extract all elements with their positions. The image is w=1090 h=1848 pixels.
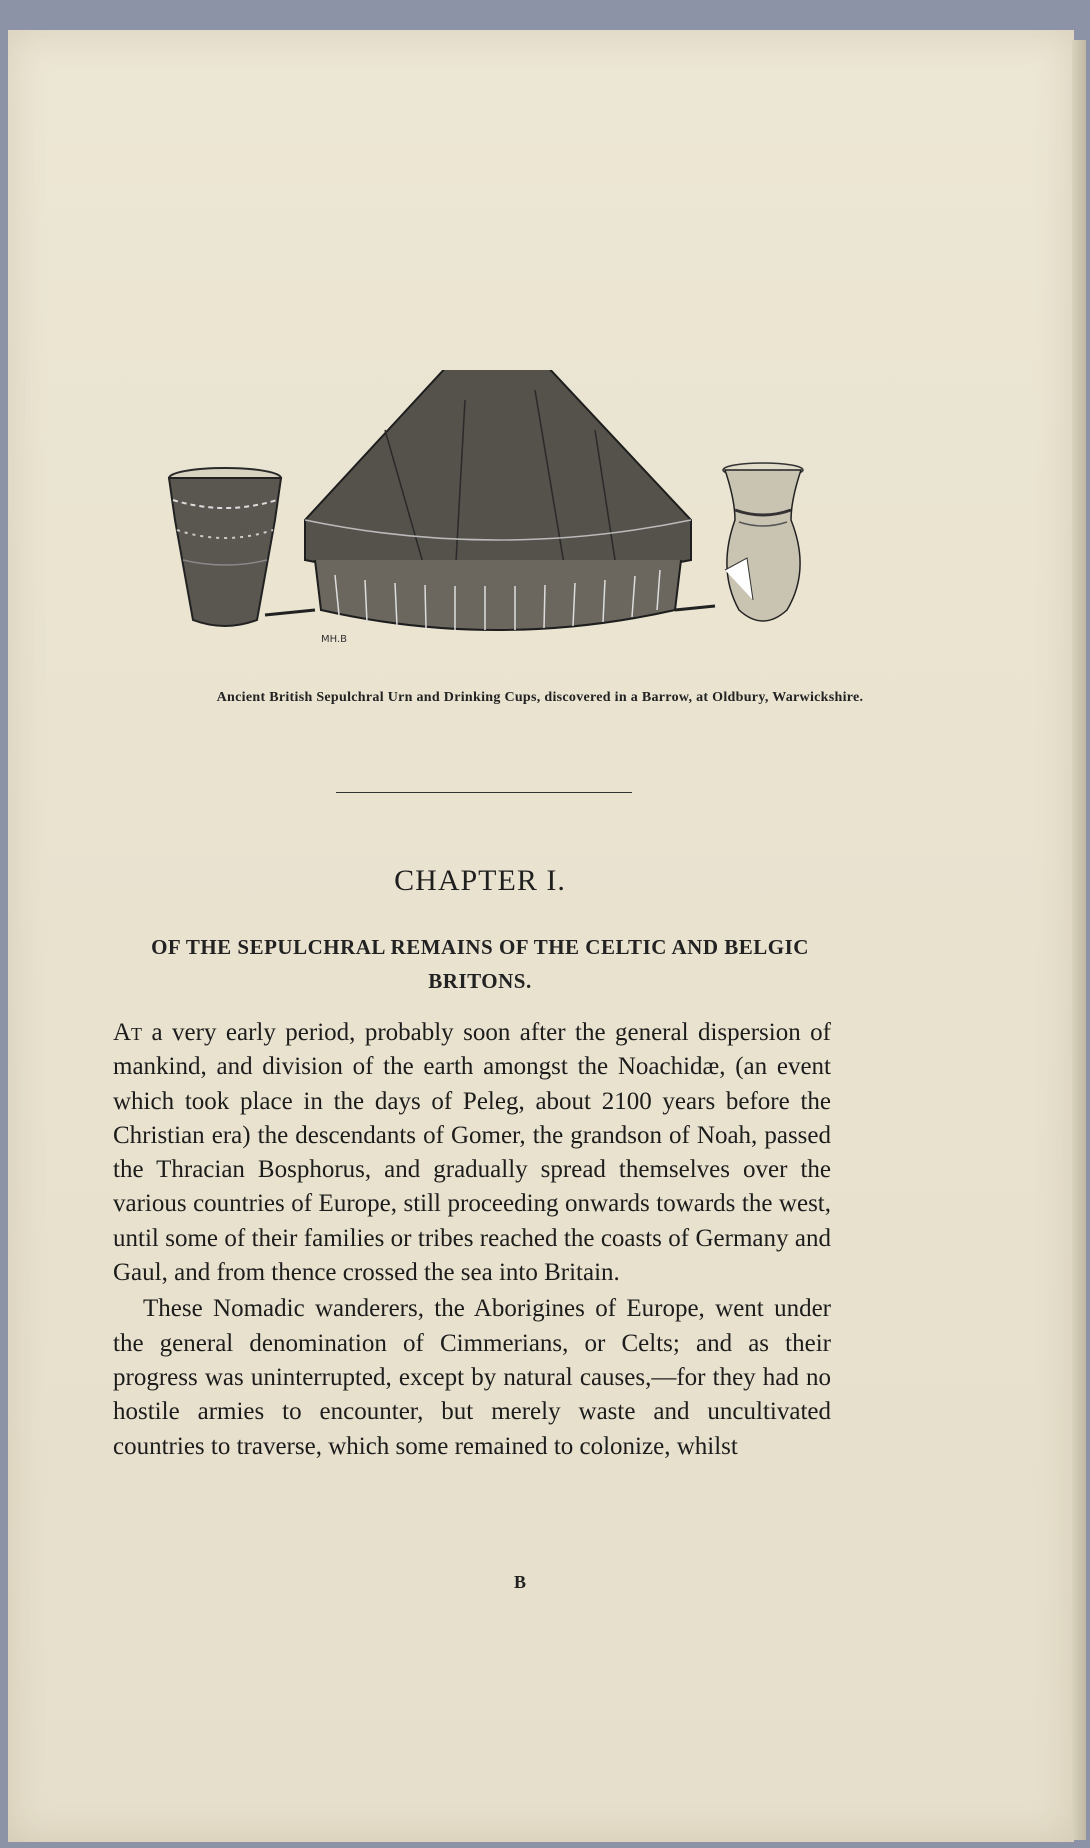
paragraph-1-text: a very early period, probably soon after the general dispersion of mankind, and division of the earth amongst the Noachidæ, (an event which took place in the days of Peleg, about 2100 years before the Christian era) the descendants of Gomer, the grandson of Noah, passed the Thracian Bosphorus, and gradually spread themselves over the various countries of Europe, still proceeding onwards towards the west, until some of their families or tribes reached the coasts of Germany and Gaul, and from thence crossed the sea into Britain. xyxy=(113,1019,831,1287)
page-edge xyxy=(1072,40,1086,1840)
section-title: OF THE SEPULCHRAL REMAINS OF THE CELTIC AND BELGIC BRITONS. xyxy=(151,935,809,993)
engraver-mark: MH.B xyxy=(321,634,348,645)
signature-mark: B xyxy=(513,1572,526,1592)
body-text xyxy=(113,1016,831,1464)
urn-illustration xyxy=(135,370,855,670)
right-drinking-cup xyxy=(723,463,803,621)
chapter-title: CHAPTER I. xyxy=(394,864,566,897)
paragraph-1-lead: At xyxy=(113,1019,143,1046)
figure-caption: Ancient British Sepulchral Urn and Drinking Cups, discovered in a Barrow, at Oldbury, Warwickshire. xyxy=(216,690,864,705)
paragraph-2: These Nomadic wanderers, the Aborigines of Europe, went under the general denomination of Cimmerians, or Celts; and as their progress was uninterrupted, except by natural causes,—for they had no hostile armies to encounter, but merely waste and uncultivated countries to traverse, which some remained to colonize, whilst xyxy=(113,1295,831,1460)
sepulchral-urn xyxy=(305,370,715,630)
paragraph-1 xyxy=(113,1016,831,1290)
left-drinking-cup xyxy=(169,468,315,626)
section-divider xyxy=(336,792,632,793)
